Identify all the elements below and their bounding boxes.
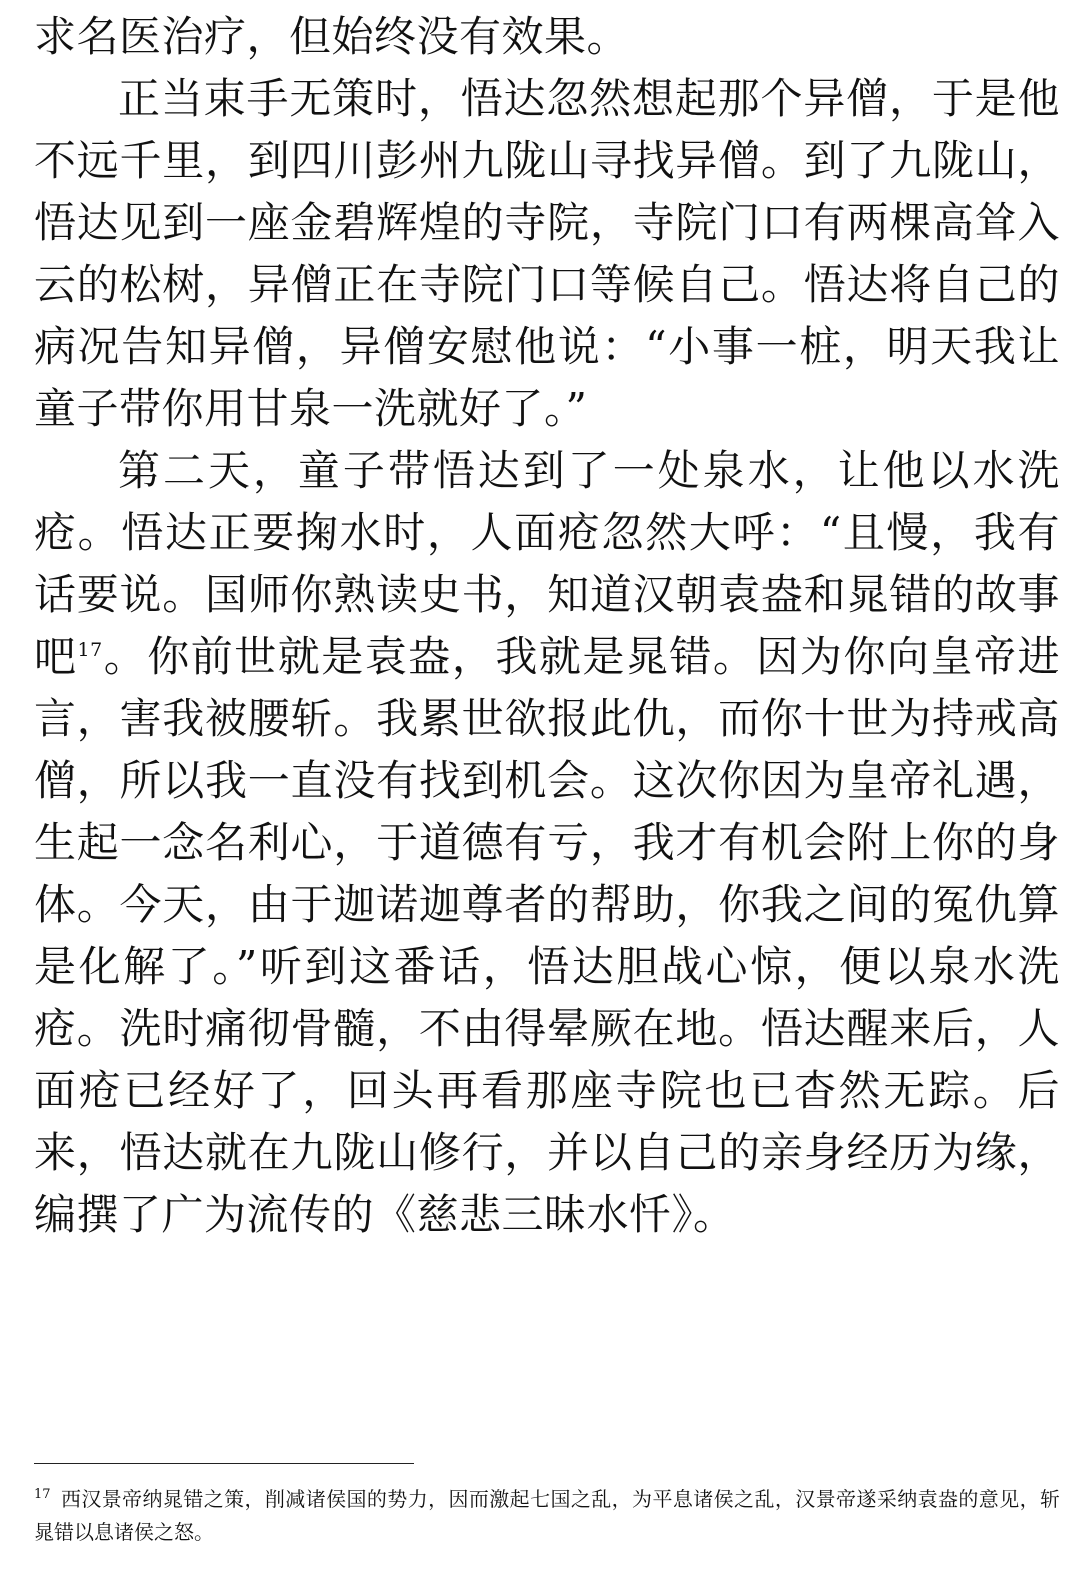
footnote-text: 西汉景帝纳晁错之策，削减诸侯国的势力，因而激起七国之乱，为平息诸侯之乱，汉景帝遂采纳袁盎的意见，斩晁错以息诸侯之怒。	[34, 1487, 1060, 1544]
paragraph-continuation: 求名医治疗，但始终没有效果。	[34, 12, 630, 61]
paragraph-spring-washing	[34, 440, 1060, 1246]
paragraph-text-after-footnote: 。你前世就是袁盎，我就是晁错。因为你向皇帝进言，害我被腰斩。我累世欲报此仇，而你十世为持戒高僧，所以我一直没有找到机会。这次你因为皇帝礼遇，生起一念名利心，于道德有亏，我才有机会附上你的身体。今天，由于迦诺迦尊者的帮助，你我之间的冤仇算是化解了。”听到这番话，悟达胆战心惊，便以泉水洗疮。洗时痛彻骨髓，不由得晕厥在地。悟达醒来后，人面疮已经好了，回头再看那座寺院也已杳然无踪。后来，悟达就在九陇山修行，并以自己的亲身经历为缘，编撰了广为流传的《慈悲三昧水忏》。	[34, 632, 1060, 1239]
footnote-reference[interactable]: 17	[77, 639, 103, 661]
footnote-divider	[34, 1463, 414, 1464]
paragraph-temple-visit: 正当束手无策时，悟达忽然想起那个异僧，于是他不远千里，到四川彭州九陇山寻找异僧。到了九陇山，悟达见到一座金碧辉煌的寺院，寺院门口有两棵高耸入云的松树，异僧正在寺院门口等候自己。悟达将自己的病况告知异僧，异僧安慰他说：“小事一桩，明天我让童子带你用甘泉一洗就好了。”	[34, 74, 1060, 433]
footnote-mark: 17	[34, 1487, 51, 1503]
footnote	[34, 1483, 1060, 1549]
paragraph-text-before-footnote: 第二天，童子带悟达到了一处泉水，让他以水洗疮。悟达正要掬水时，人面疮忽然大呼：“且慢，我有话要说。国师你熟读史书，知道汉朝袁盎和晁错的故事吧	[34, 446, 1060, 681]
document-body	[34, 6, 1060, 1246]
